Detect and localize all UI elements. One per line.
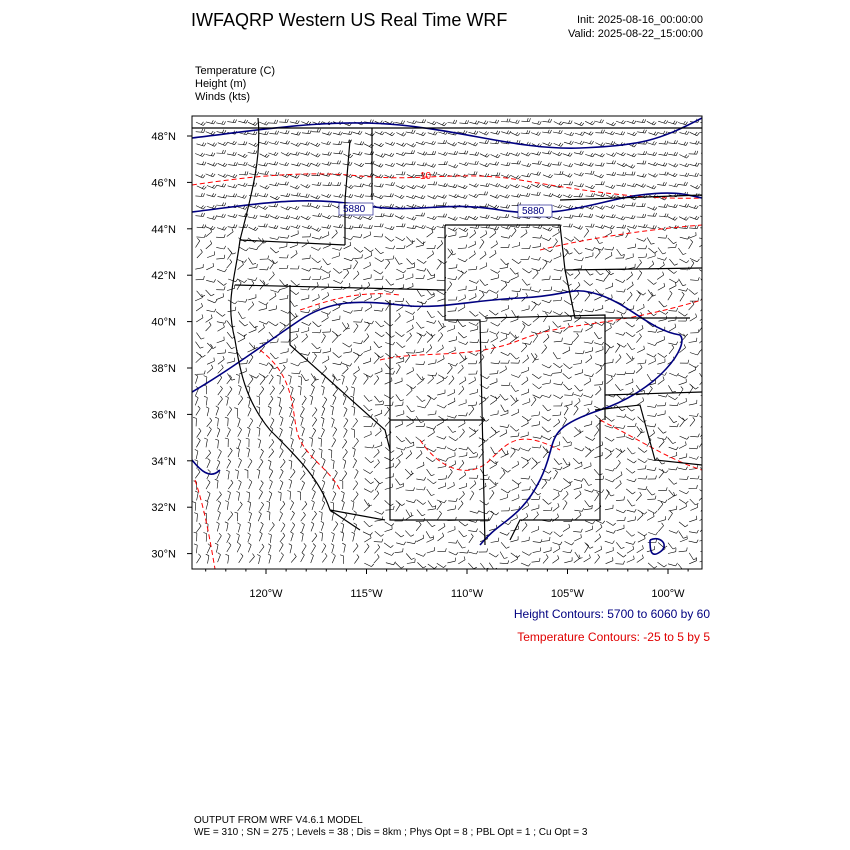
wind-barb-feather bbox=[708, 225, 709, 228]
wind-barb-feather bbox=[707, 468, 709, 471]
wind-barb-feather bbox=[708, 154, 710, 157]
wind-barb-feather bbox=[706, 418, 709, 420]
longitude-labels bbox=[249, 588, 685, 600]
valid-time: Valid: 2025-08-22_15:00:00 bbox=[568, 28, 703, 40]
wind-barb-feather bbox=[706, 492, 709, 494]
model-footer bbox=[194, 815, 587, 839]
wind-barb-feather bbox=[705, 285, 708, 286]
wind-barb-feather bbox=[707, 458, 709, 461]
temperature-contour-legend: Temperature Contours: -25 to 5 by 5 bbox=[517, 630, 710, 644]
wind-barb-feather bbox=[705, 194, 707, 197]
wind-barb-feather bbox=[702, 428, 704, 431]
wind-barb-feather bbox=[706, 183, 708, 186]
wind-barb-feather bbox=[709, 287, 710, 290]
lat-label: 34°N bbox=[151, 455, 176, 468]
wind-barb-feather bbox=[705, 162, 707, 165]
lat-label: 32°N bbox=[151, 502, 176, 515]
lon-label: 100°W bbox=[651, 588, 685, 600]
wind-barb-feather bbox=[707, 205, 709, 208]
height-contour-label: 5880 bbox=[522, 206, 545, 217]
wind-barb-feather bbox=[706, 153, 708, 156]
field-height: Height (m) bbox=[195, 78, 247, 90]
lat-label: 38°N bbox=[151, 363, 176, 375]
wind-barb-feather bbox=[703, 492, 705, 495]
wind-barb-feather bbox=[708, 477, 709, 480]
latitude-labels bbox=[151, 131, 176, 561]
wind-barb-feather bbox=[707, 130, 708, 133]
wind-barb-feather bbox=[706, 225, 707, 228]
wind-barb-feather bbox=[703, 302, 705, 305]
wind-barb-feather bbox=[707, 173, 708, 176]
wind-barb-feather bbox=[703, 343, 705, 346]
wind-barb-feather bbox=[706, 122, 708, 125]
wind-barb-feather bbox=[705, 204, 707, 207]
wind-barb-feather bbox=[704, 513, 705, 516]
wind-barb-feather bbox=[703, 291, 705, 294]
wind-barb-feather bbox=[705, 173, 706, 176]
field-winds: Winds (kts) bbox=[195, 91, 250, 103]
footer-model: OUTPUT FROM WRF V4.6.1 MODEL bbox=[194, 815, 363, 826]
wind-barb-feather bbox=[708, 122, 710, 125]
lat-label: 40°N bbox=[151, 316, 176, 329]
wind-barb-feather bbox=[706, 272, 709, 274]
wind-barb-feather bbox=[704, 379, 707, 380]
wind-barb-feather bbox=[707, 163, 709, 166]
wind-barb-feather bbox=[703, 523, 705, 526]
height-contour-legend: Height Contours: 5700 to 6060 by 60 bbox=[513, 607, 710, 621]
wind-barb-feather bbox=[707, 237, 709, 240]
wind-barb-feather bbox=[704, 335, 706, 338]
lat-label: 36°N bbox=[151, 409, 176, 422]
wind-barb-feather bbox=[705, 216, 707, 219]
main-title: IWFAQRP Western US Real Time WRF bbox=[191, 10, 508, 30]
init-time: Init: 2025-08-16_00:00:00 bbox=[577, 14, 703, 26]
height-contour-label-west: 5880 bbox=[343, 204, 366, 215]
lat-label: 46°N bbox=[151, 177, 176, 190]
lon-label: 115°W bbox=[350, 588, 383, 600]
wind-barb-feather bbox=[707, 195, 709, 198]
wind-barb-feather bbox=[703, 502, 705, 505]
lat-label: 30°N bbox=[151, 548, 176, 561]
lat-label: 42°N bbox=[151, 270, 176, 283]
temp-contour-label: 10 bbox=[420, 171, 432, 182]
lat-label: 48°N bbox=[151, 131, 176, 143]
wind-barb-feather bbox=[705, 142, 707, 145]
wind-barb-feather bbox=[708, 184, 710, 187]
wind-barb-feather bbox=[705, 419, 707, 422]
lon-label: 120°W bbox=[249, 588, 283, 600]
lon-label: 105°W bbox=[550, 588, 585, 600]
wind-barb-feather bbox=[708, 361, 709, 364]
wind-barb-feather bbox=[707, 217, 709, 220]
wind-barb-feather bbox=[705, 239, 706, 242]
lon-label: 110°W bbox=[450, 588, 484, 600]
lat-label: 44°N bbox=[151, 223, 176, 236]
field-temperature: Temperature (C) bbox=[195, 65, 276, 77]
wind-barb-feather bbox=[705, 129, 706, 132]
footer-config: WE = 310 ; SN = 275 ; Levels = 38 ; Dis = 8km ; Phys Opt = 8 ; PBL Opt = 1 ; Cu Opt = 3 bbox=[194, 827, 588, 838]
wind-barb-feather bbox=[702, 376, 704, 379]
wind-barb-feather bbox=[707, 142, 709, 145]
wind-barb-feather bbox=[708, 550, 710, 553]
wind-barb-feather bbox=[705, 313, 706, 316]
